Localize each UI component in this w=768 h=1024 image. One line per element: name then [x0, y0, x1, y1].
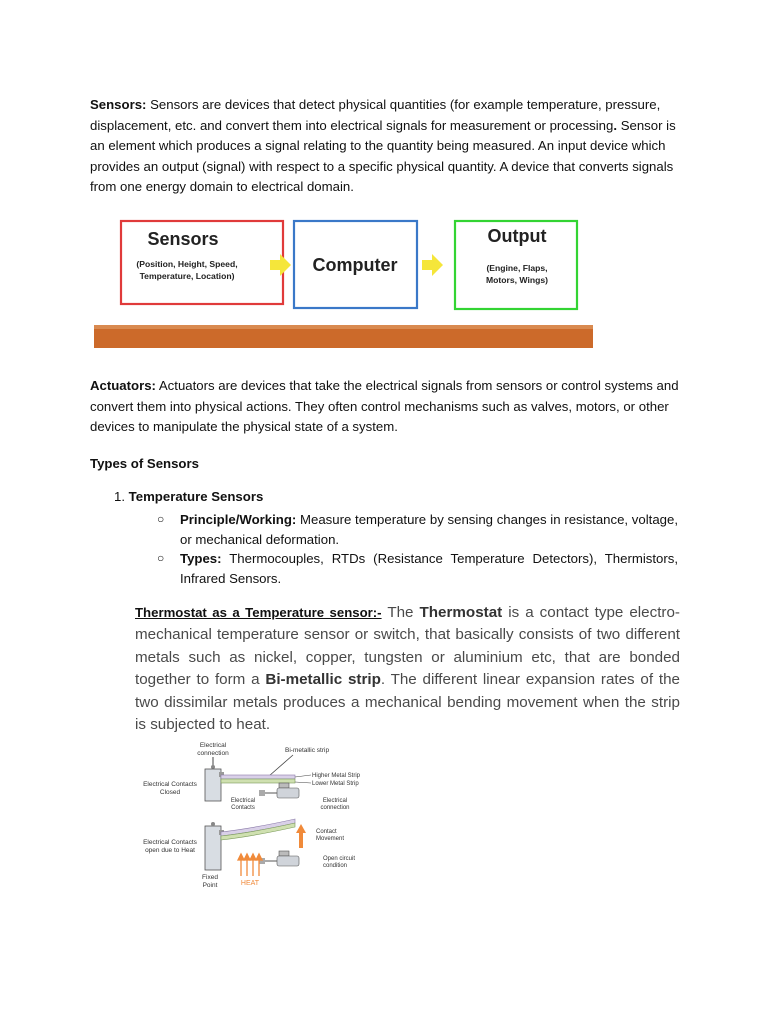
bullet-1-text: Measure temperature by sensing changes in resistance, voltage, or mechanical deformation.: [180, 512, 678, 547]
sensor-computer-output-diagram: [92, 216, 595, 352]
bullet-principle: [180, 510, 678, 549]
label-elec-connection-1: Electrical: [322, 798, 348, 804]
thermostat-heading: Thermostat as a Temperature sensor:-: [135, 605, 382, 620]
bullet-1-icon: ○: [157, 512, 165, 526]
label-elec-contacts-2: Contacts: [231, 805, 255, 811]
label-elec-contacts-1: Electrical: [230, 798, 256, 804]
thermostat-text-1: The: [381, 604, 420, 621]
sensors-bold-dot: .: [613, 117, 618, 133]
thermostat-text-3: . The different linear expansion rates of the two dissimilar metals produces a mechanical bending movement when the strip is subjected to heat.: [135, 671, 680, 734]
actuators-label: Actuators:: [90, 378, 156, 393]
actuators-text: Actuators are devices that take the electrical signals from sensors or control systems and convert them into physical actions. They often control mechanisms such as valves, motors, or other devices to manipulate the physical state of a system.: [90, 378, 679, 435]
thermostat-bold-2: Bi-metallic strip: [265, 671, 381, 689]
bullet-2-label: Types:: [180, 551, 222, 566]
list-item-temperature-sensors: [114, 489, 263, 504]
label-contacts-open-1: Electrical Contacts: [143, 839, 197, 846]
label-contact-movement-1: Contact: [316, 829, 337, 835]
label-bimetallic-strip: Bi-metallic strip: [285, 747, 330, 754]
thermostat-paragraph: [135, 602, 680, 736]
label-higher-metal: Higher Metal Strip: [312, 773, 361, 779]
sensors-box-sub1: (Position, Height, Speed,: [136, 259, 238, 269]
thermostat-bold-1: Thermostat: [419, 604, 503, 621]
sensors-box-sub2: Temperature, Location): [139, 271, 235, 281]
thermostat-text-2: is a contact type electro-mechanical temperature sensor or switch, that basically consists of two different metals such as nickel, copper, tungsten or aluminium etc, that are bonded together to form a: [135, 604, 680, 689]
sensors-text-1: Sensors are devices that detect physical quantities (for example temperature, pressure, displacement, etc. and convert them into electrical signals for measurement or processing: [90, 97, 661, 133]
bimetallic-thermostat-diagram: [135, 738, 375, 894]
electrical-connection-block-top: [277, 788, 299, 798]
electrical-connection-block-bottom: [277, 856, 299, 866]
label-fixed-point-2: Point: [202, 882, 218, 889]
label-open-circuit-2: condition: [323, 863, 348, 869]
list-title: Temperature Sensors: [128, 489, 264, 504]
output-box-title: Output: [487, 226, 547, 246]
sensors-box-title: Sensors: [147, 229, 219, 249]
fixed-block-top: [205, 769, 221, 801]
bullet-types: [180, 549, 678, 588]
label-heat: HEAT: [240, 880, 260, 887]
label-electrical-connection-top: Electrical: [199, 742, 227, 749]
heat-arrows-icon: [238, 854, 262, 876]
label-electrical-connection-top2: connection: [197, 750, 229, 757]
output-box-sub2: Motors, Wings): [486, 275, 548, 285]
label-lower-metal: Lower Metal Strip: [312, 781, 359, 787]
label-contacts-closed-2: Closed: [159, 789, 181, 796]
computer-box-title: Computer: [312, 255, 398, 275]
sensors-label: Sensors:: [90, 97, 147, 112]
bullet-1-label: Principle/Working:: [180, 512, 297, 527]
label-contacts-closed-1: Electrical Contacts: [143, 781, 197, 788]
types-of-sensors-heading: Types of Sensors: [90, 456, 199, 471]
lower-metal-strip: [221, 779, 295, 783]
contact-movement-arrow-icon: [296, 824, 306, 848]
label-elec-connection-2: connection: [320, 805, 350, 811]
list-number: 1.: [114, 489, 125, 504]
higher-metal-strip: [221, 775, 295, 779]
bullet-2-text: Thermocouples, RTDs (Resistance Temperature Detectors), Thermistors, Infrared Sensors.: [180, 551, 678, 586]
sensors-text-2: Sensor is an element which produces a signal relating to the quantity being measured. An input device which provides an output (signal) with respect to a specific physical quantity. A device that converts signals from one energy domain to electrical domain.: [90, 117, 676, 195]
label-contacts-open-2: open due to Heat: [145, 847, 195, 854]
label-fixed-point-1: Fixed: [202, 874, 218, 881]
label-contact-movement-2: Movement: [316, 836, 345, 842]
label-open-circuit-1: Open circuit: [323, 856, 356, 862]
bullet-2-icon: ○: [157, 551, 165, 565]
actuators-paragraph: [90, 376, 686, 438]
output-box-sub1: (Engine, Flaps,: [486, 263, 548, 273]
fixed-block-bottom: [205, 826, 221, 870]
sensors-paragraph: [90, 95, 686, 198]
